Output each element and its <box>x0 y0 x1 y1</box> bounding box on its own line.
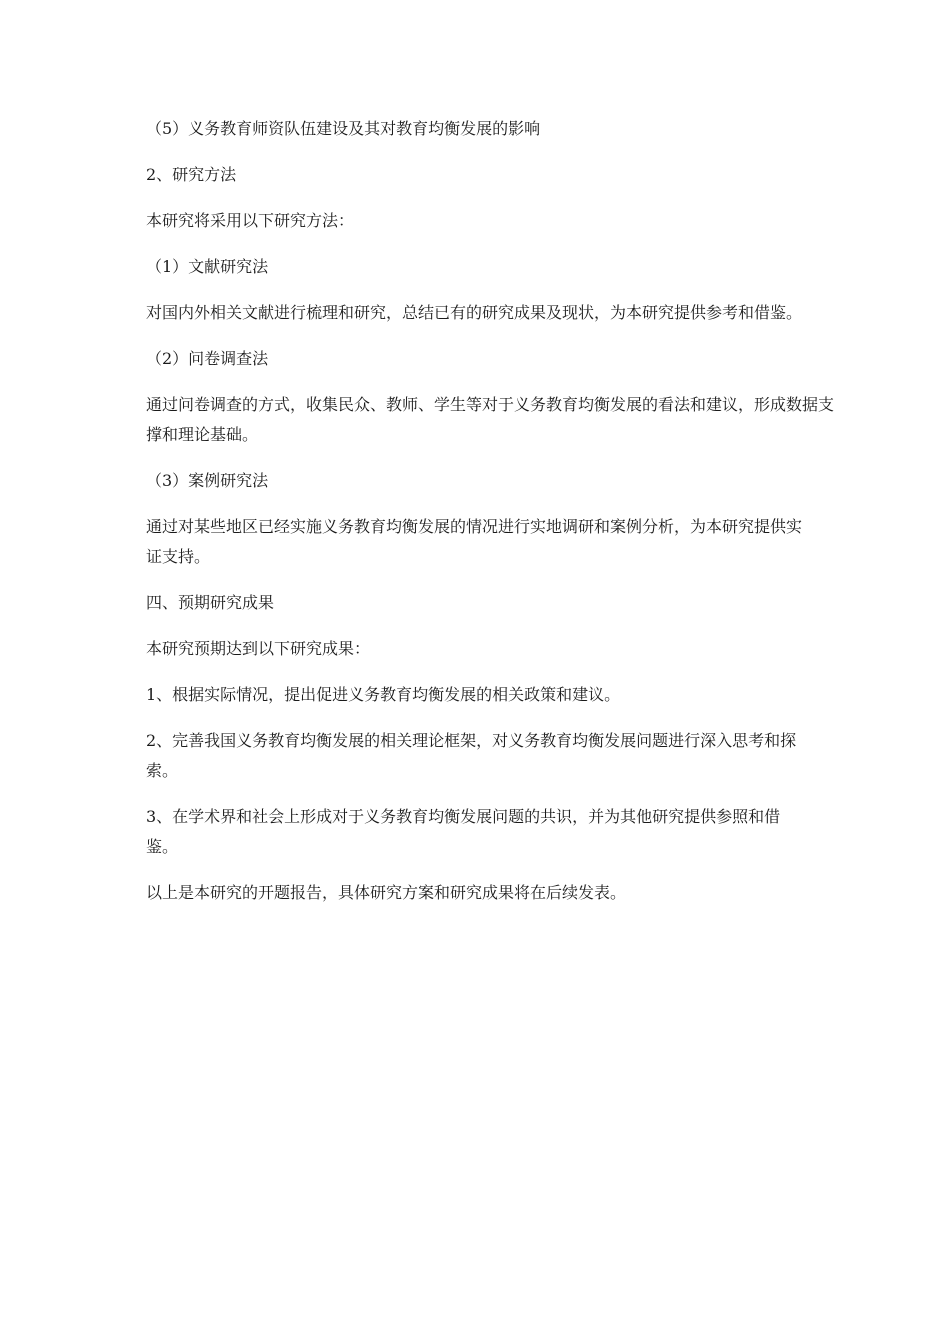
method-text-questionnaire: 通过问卷调查的方式，收集民众、教师、学生等对于义务教育均衡发展的看法和建议，形成数据支撑和理论基础。 <box>146 395 835 444</box>
expected-results-intro: 本研究预期达到以下研究成果： <box>146 639 371 658</box>
method-text-literature: 对国内外相关文献进行梳理和研究，总结已有的研究成果及现状，为本研究提供参考和借鉴。 <box>146 303 803 322</box>
list-item-teacher-staffing: （5）义务教育师资队伍建设及其对教育均衡发展的影响 <box>146 119 541 138</box>
closing-statement: 以上是本研究的开题报告，具体研究方案和研究成果将在后续发表。 <box>146 883 627 902</box>
expected-result-2: 2、完善我国义务教育均衡发展的相关理论框架，对义务教育均衡发展问题进行深入思考和探索。 <box>146 731 797 780</box>
document-body <box>146 114 836 924</box>
method-heading-literature: （1）文献研究法 <box>146 257 269 276</box>
expected-result-3: 3、在学术界和社会上形成对于义务教育均衡发展问题的共识，并为其他研究提供参照和借鉴。 <box>146 807 781 856</box>
section-heading-research-methods: 2、研究方法 <box>146 165 237 184</box>
method-text-case-study: 通过对某些地区已经实施义务教育均衡发展的情况进行实地调研和案例分析，为本研究提供实证支持。 <box>146 517 803 566</box>
method-heading-questionnaire: （2）问卷调查法 <box>146 349 269 368</box>
methods-intro: 本研究将采用以下研究方法： <box>146 211 355 230</box>
expected-result-1: 1、根据实际情况，提出促进义务教育均衡发展的相关政策和建议。 <box>146 685 621 704</box>
method-heading-case-study: （3）案例研究法 <box>146 471 269 490</box>
section-heading-expected-results: 四、预期研究成果 <box>146 593 275 612</box>
